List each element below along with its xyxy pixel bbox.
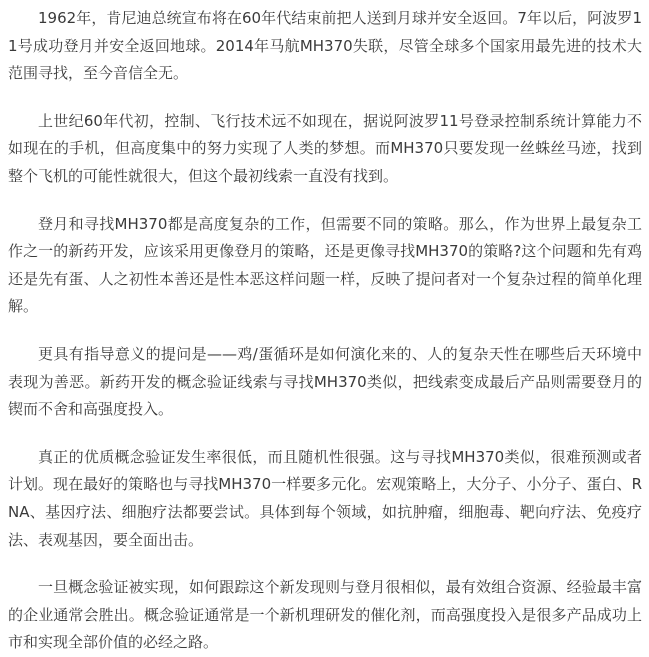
paragraph-follow-up-investment: 一旦概念验证被实现，如何跟踪这个新发现则与登月很相似，最有效组合资源、经验最丰富的企业通常会胜出。概念验证通常是一个新机理研发的催化剂，而高强度投入是很多产品成功上市和实现全部价值的必经之路。: [8, 578, 642, 652]
paragraph-drug-development-strategy: 登月和寻找MH370都是高度复杂的工作，但需要不同的策略。那么，作为世界上最复杂工作之一的新药开发，应该采用更像登月的策略，还是更像寻找MH370的策略?这个问题和先有鸡还是先有蛋、人之初性本善还是性本恶这样问题一样，反映了提问者对一个复杂过程的简单化理解。: [8, 214, 642, 316]
paragraph-technology-comparison: 上世纪60年代初，控制、飞行技术远不如现在，据说阿波罗11号登录控制系统计算能力不如现在的手机，但高度集中的努力实现了人类的梦想。而MH370只要发现一丝蛛丝马迹，找到整个飞机的可能性就很大，但这个最初线索一直没有找到。: [8, 111, 642, 185]
article-body: [8, 5, 642, 657]
paragraph-proof-of-concept: 真正的优质概念验证发生率很低，而且随机性很强。这与寻找MH370类似，很难预测或者计划。现在最好的策略也与寻找MH370一样要多元化。宏观策略上，大分子、小分子、蛋白、RNA、基因疗法、细胞疗法都要尝试。具体到每个领域，如抗肿瘤，细胞毒、靶向疗法、免疫疗法、表观基因，要全面出击。: [8, 447, 642, 549]
paragraph-guiding-question: 更具有指导意义的提问是——鸡/蛋循环是如何演化来的、人的复杂天性在哪些后天环境中表现为善恶。新药开发的概念验证线索与寻找MH370类似，把线索变成最后产品则需要登月的锲而不舍和高强度投入。: [8, 344, 642, 419]
paragraph-moon-landing-mh370: 1962年，肯尼迪总统宣布将在60年代结束前把人送到月球并安全返回。7年以后，阿波罗11号成功登月并安全返回地球。2014年马航MH370失联，尽管全球多个国家用最先进的技术大范围寻找，至今音信全无。: [8, 9, 642, 83]
